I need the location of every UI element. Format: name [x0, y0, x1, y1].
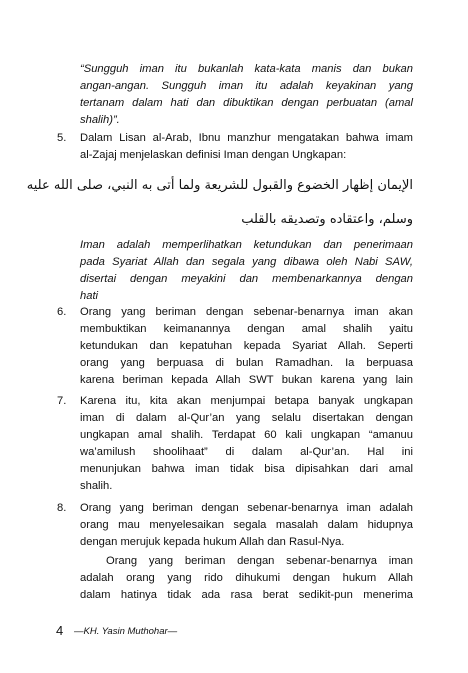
page-number: 4	[56, 623, 64, 638]
arabic-quote	[80, 210, 413, 230]
translation-line: Iman adalah memperlihatkan ketundukan dan penerimaan	[80, 239, 413, 251]
text-line: ketundukan dan kepatuhan kepada Syariat Allah. Seperti	[80, 340, 413, 352]
text-line: adalah orang yang rido dihukumi dengan hukum Allah	[80, 572, 413, 584]
text-line: ungkapan amal shalih. Terdapat 60 kali ungkapan “amanuu	[80, 429, 413, 441]
item-number: 7.	[57, 395, 67, 407]
quote-paragraph	[80, 61, 413, 129]
translation-line: disertai dengan meyakini dan membenarkannya dengan	[80, 273, 413, 285]
text-line: iman di dalam al-Qur’an yang selalu disertakan dengan	[80, 412, 413, 424]
running-footer-author: —KH. Yasin Muthohar—	[74, 626, 178, 637]
quote-line: angan-angan. Sungguh iman itu adalah keyakinan yang	[80, 80, 413, 92]
text-line: Orang yang beriman dengan sebenar-benarnya iman	[106, 555, 413, 567]
item-8-text	[80, 500, 413, 551]
text-line: orang mau menyelesaikan segala masalah dalam hidupnya	[80, 519, 413, 531]
text-line: al-Zajaj menjelaskan definisi Iman dengan Ungkapan:	[80, 149, 347, 161]
text-line: orang yang berpuasa di bulan Ramadhan. Ia berpuasa	[80, 357, 413, 369]
text-line: membuktikan keimanannya dengan amal shalih yaitu	[80, 323, 413, 335]
text-line: menunjukan bahwa iman tidak bisa dipisahkan dari amal	[80, 463, 413, 475]
closing-paragraph	[80, 553, 413, 604]
text-line: wa’amilush shoolihaat” di dalam al-Qur’an. Hal ini	[80, 446, 413, 458]
item-5-text	[80, 130, 413, 164]
item-number: 8.	[57, 502, 67, 514]
quote-line: tertanam dalam hati dan dibuktikan dengan perbuatan (amal	[80, 97, 413, 109]
quote-line: shalih)”.	[80, 114, 120, 126]
text-line: Dalam Lisan al-Arab, Ibnu manzhur mengatakan bahwa imam	[80, 132, 413, 144]
text-line: dengan merujuk kepada hukum Allah dan Rasul-Nya.	[80, 536, 345, 548]
translation-line: pada Syariat Allah dan segala yang dibawa oleh Nabi SAW,	[80, 256, 413, 268]
arabic-quote	[26, 176, 413, 196]
text-line: karena beriman kepada Allah SWT bukan karena yang lain	[80, 374, 413, 386]
quote-line: “Sungguh iman itu bukanlah kata-kata manis dan bukan	[80, 63, 413, 75]
text-line: Karena itu, kita akan menjumpai betapa banyak ungkapan	[80, 395, 413, 407]
item-7-text	[80, 393, 413, 495]
text-line: dalam hatinya tidak ada rasa berat sedikit-pun menerima	[80, 589, 413, 601]
arabic-line: وسلم، واعتقاده وتصديقه بالقلب	[241, 212, 413, 227]
translation-line: hati	[80, 290, 99, 302]
text-line: shalih.	[80, 480, 113, 492]
translation-paragraph	[80, 237, 413, 305]
arabic-line: الإيمان إظهار الخضوع والقبول للشريعة ولما أتى به النبي، صلى الله عليه	[26, 178, 413, 193]
text-line: Orang yang beriman dengan sebenar-benarnya iman adalah	[80, 502, 413, 514]
item-number: 5.	[57, 132, 67, 144]
item-6-text	[80, 304, 413, 389]
item-number: 6.	[57, 306, 67, 318]
text-line: Orang yang beriman dengan sebenar-benarnya iman akan	[80, 306, 413, 318]
